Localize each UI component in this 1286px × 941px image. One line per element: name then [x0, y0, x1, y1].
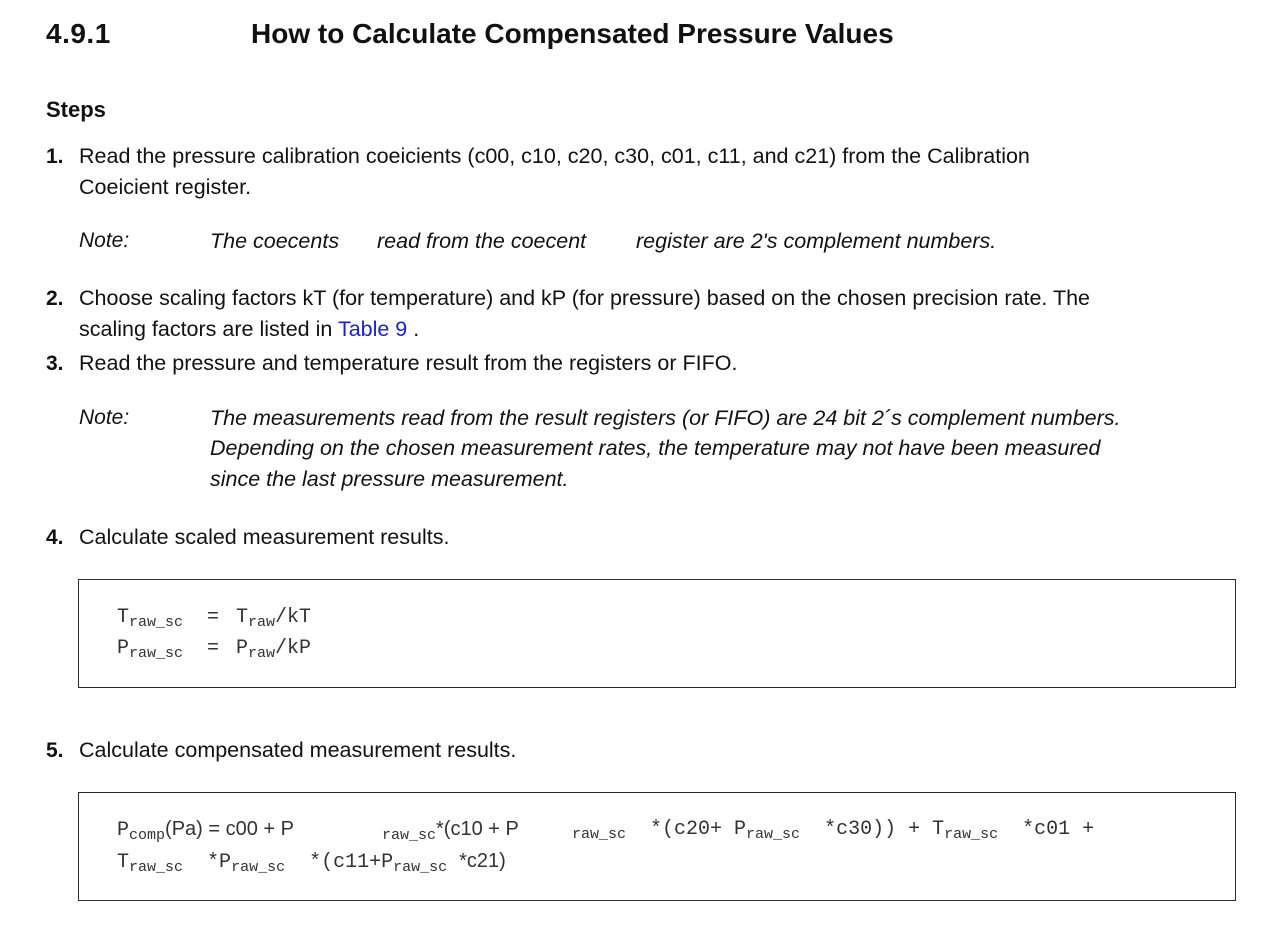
- formula-subscript: raw_sc: [231, 859, 286, 876]
- note-text: read from the coecent: [377, 229, 587, 253]
- formula-symbol: *c30)) + T: [824, 818, 945, 841]
- formula-symbol: /kT: [275, 606, 312, 629]
- step-text-segment: .: [407, 317, 420, 341]
- formula-symbol: *(c20+ P: [650, 818, 747, 841]
- note-text: The coecents: [210, 229, 340, 253]
- step-number: 5.: [46, 739, 64, 762]
- formula-line: [236, 637, 311, 662]
- formula-equals: =: [207, 606, 220, 629]
- table-9-link[interactable]: Table 9: [337, 317, 408, 341]
- formula-subscript: raw_sc: [572, 826, 627, 843]
- formula-symbol: *c01 +: [1022, 818, 1095, 841]
- scaled-formula-box: [78, 579, 1236, 688]
- step-text: Calculate compensated measurement results.: [79, 738, 517, 762]
- formula-symbol: P: [236, 637, 249, 660]
- formula-subscript: raw_sc: [944, 826, 999, 843]
- step-text: Read the pressure calibration coeicients (c00, c10, c20, c30, c01, c11, and c21) from the Calibration: [79, 144, 1030, 168]
- formula-symbol: *(c10 + P: [436, 818, 519, 840]
- step-text: Coeicient register.: [79, 175, 252, 199]
- formula-subscript: raw: [248, 614, 276, 631]
- steps-heading: Steps: [46, 97, 106, 122]
- formula-subscript: raw_sc: [393, 859, 448, 876]
- formula-symbol: P: [117, 819, 130, 842]
- formula-equals: =: [207, 637, 220, 660]
- formula-line: [117, 606, 183, 631]
- formula-subscript: raw_sc: [382, 827, 437, 844]
- step-text-segment: scaling factors are listed in: [79, 317, 338, 341]
- formula-line: [382, 818, 519, 844]
- step-number: 1.: [46, 145, 64, 168]
- section-title: How to Calculate Compensated Pressure Values: [251, 18, 894, 49]
- note-text: since the last pressure measurement.: [210, 467, 569, 491]
- formula-line: [572, 818, 1094, 843]
- formula-symbol: P: [117, 637, 130, 660]
- step-text: Choose scaling factors kT (for temperature) and kP (for pressure) based on the chosen precision rate. The: [79, 286, 1091, 310]
- formula-subscript: raw_sc: [129, 859, 184, 876]
- formula-line: [117, 637, 183, 662]
- formula-symbol: T: [236, 606, 249, 629]
- step-text: [79, 317, 419, 342]
- formula-symbol: (Pa) = c00 + P: [165, 818, 294, 840]
- formula-symbol: /kP: [275, 637, 312, 660]
- section-number: 4.9.1: [46, 18, 111, 49]
- formula-line: [117, 850, 506, 876]
- note-text: The measurements read from the result registers (or FIFO) are 24 bit 2´s complement numbers.: [210, 406, 1121, 430]
- compensated-formula-box: [78, 792, 1236, 901]
- formula-subscript: raw_sc: [129, 614, 184, 631]
- step-text: Calculate scaled measurement results.: [79, 525, 450, 549]
- formula-symbol: *(c11+P: [309, 851, 394, 874]
- formula-symbol: *c21): [459, 850, 506, 872]
- formula-subscript: raw: [248, 645, 276, 662]
- formula-line: [117, 818, 294, 844]
- step-number: 2.: [46, 287, 64, 310]
- formula-subscript: comp: [129, 827, 166, 844]
- formula-subscript: raw_sc: [129, 645, 184, 662]
- step-number: 3.: [46, 352, 64, 375]
- formula-symbol: *P: [207, 851, 232, 874]
- note-text: Depending on the chosen measurement rates, the temperature may not have been measured: [210, 436, 1101, 460]
- step-number: 4.: [46, 526, 64, 549]
- note-label: Note:: [79, 229, 130, 252]
- formula-line: [236, 606, 311, 631]
- formula-subscript: raw_sc: [746, 826, 801, 843]
- formula-symbol: T: [117, 606, 130, 629]
- formula-symbol: T: [117, 851, 130, 874]
- step-text: Read the pressure and temperature result from the registers or FIFO.: [79, 351, 738, 375]
- note-label: Note:: [79, 406, 130, 429]
- note-text: register are 2's complement numbers.: [636, 229, 997, 253]
